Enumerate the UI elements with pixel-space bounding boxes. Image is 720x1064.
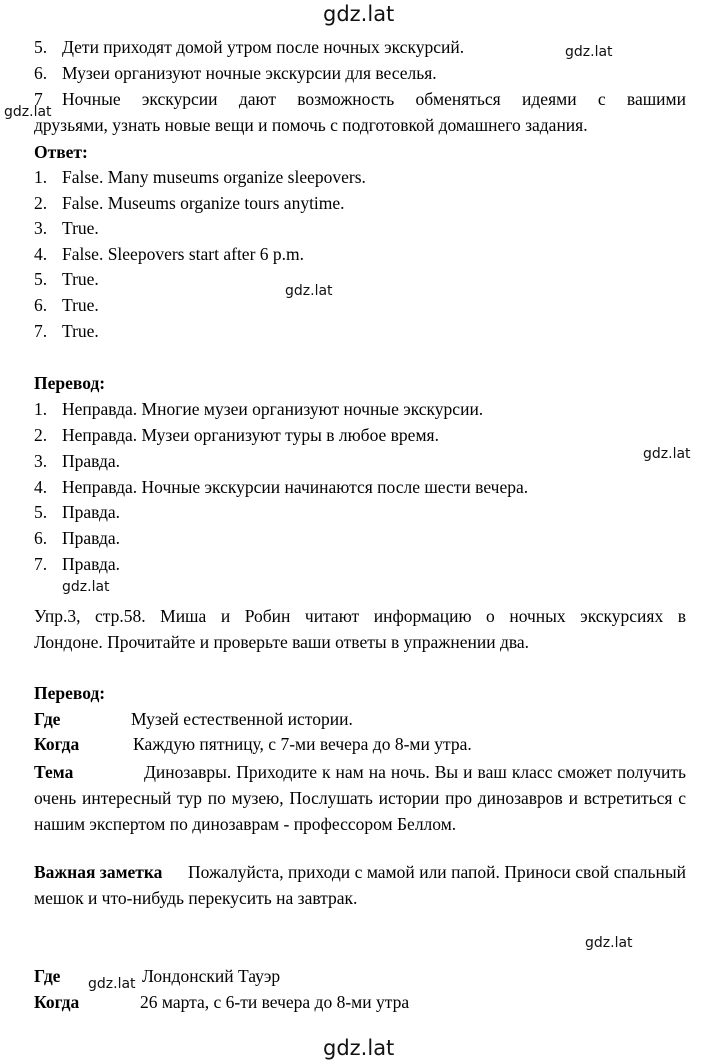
- translation-item: [34, 398, 483, 420]
- item-number: 5.: [34, 502, 48, 522]
- question-item: [34, 88, 686, 110]
- item-text: Музеи организуют ночные экскурсии для веселья.: [62, 63, 437, 83]
- translation-item: [34, 501, 120, 523]
- translation-item: [34, 553, 120, 575]
- question-continuation: друзьями, узнать новые вещи и помочь с подготовкой домашнего задания.: [34, 115, 588, 135]
- note-value: Пожалуйста, приходи с мамой или папой. Приноси свой спальный мешок и что-нибудь перекусить на завтрак.: [34, 862, 686, 908]
- item-text: True.: [62, 218, 99, 238]
- translation-item: [34, 476, 528, 498]
- entry1-topic: [34, 759, 686, 837]
- answer-item: [34, 320, 99, 342]
- entry1-where: [34, 708, 353, 730]
- where-value: Музей естественной истории.: [131, 709, 353, 729]
- item-text: Правда.: [62, 502, 121, 522]
- item-number: 3.: [34, 451, 48, 471]
- item-number: 2.: [34, 425, 48, 445]
- when-label: Когда: [34, 992, 80, 1012]
- translation-item: [34, 450, 120, 472]
- item-text: Неправда. Ночные экскурсии начинаются после шести вечера.: [62, 477, 529, 497]
- exercise-line-1: Упр.3, стр.58. Миша и Робин читают информацию о ночных экскурсиях в: [34, 606, 686, 626]
- item-number: 7.: [34, 554, 48, 574]
- item-number: 4.: [34, 244, 48, 264]
- item-number: 5.: [34, 37, 48, 57]
- entry2-where: [34, 965, 280, 987]
- topic-value: Динозавры. Приходите к нам на ночь. Вы и ваш класс сможет получить очень интересный тур по музею, Послушать истории про динозавров и встретиться с нашим экспертом по динозаврам - профессором Беллом.: [34, 762, 686, 834]
- where-label: Где: [34, 709, 61, 729]
- watermark: gdz.lat: [88, 976, 136, 992]
- topic-label: Тема: [34, 762, 74, 782]
- item-text: Неправда. Многие музеи организуют ночные экскурсии.: [62, 399, 484, 419]
- item-text: Дети приходят домой утром после ночных экскурсий.: [62, 37, 465, 57]
- answer-item: [34, 268, 99, 290]
- when-label: Когда: [34, 734, 80, 754]
- item-number: 4.: [34, 477, 48, 497]
- answer-item: [34, 192, 345, 214]
- answer-heading: Ответ:: [34, 142, 88, 162]
- item-text: Правда.: [62, 554, 121, 574]
- entry1-when: [34, 733, 472, 755]
- where-label: Где: [34, 966, 61, 986]
- item-text: Неправда. Музеи организуют туры в любое время.: [62, 425, 439, 445]
- answer-item: [34, 294, 99, 316]
- watermark: gdz.lat: [643, 446, 691, 462]
- item-text: False. Many museums organize sleepovers.: [62, 167, 366, 187]
- item-text: True.: [62, 321, 99, 341]
- item-text: True.: [62, 295, 99, 315]
- watermark-bottom: gdz.lat: [323, 1036, 395, 1060]
- when-value: 26 марта, с 6-ти вечера до 8-ми утра: [140, 992, 410, 1012]
- exercise-line-2: Лондоне. Прочитайте и проверьте ваши ответы в упражнении два.: [34, 632, 530, 652]
- answer-item: [34, 243, 304, 265]
- item-text: Правда.: [62, 451, 121, 471]
- item-text: Ночные экскурсии дают возможность обменяться идеями с вашими: [62, 89, 686, 109]
- translation-item: [34, 527, 120, 549]
- answer-item: [34, 217, 99, 239]
- item-number: 1.: [34, 399, 48, 419]
- item-number: 7.: [34, 321, 48, 341]
- item-text: True.: [62, 269, 99, 289]
- watermark: gdz.lat: [565, 44, 613, 60]
- question-item: [34, 36, 464, 58]
- item-number: 5.: [34, 269, 48, 289]
- item-number: 6.: [34, 528, 48, 548]
- entry2-when: [34, 991, 409, 1013]
- item-text: False. Sleepovers start after 6 p.m.: [62, 244, 305, 264]
- watermark: gdz.lat: [285, 283, 333, 299]
- translation2-heading: Перевод:: [34, 683, 106, 703]
- item-number: 6.: [34, 295, 48, 315]
- item-text: False. Museums organize tours anytime.: [62, 193, 345, 213]
- translation-heading: Перевод:: [34, 373, 106, 393]
- watermark-top: gdz.lat: [323, 2, 395, 26]
- item-number: 3.: [34, 218, 48, 238]
- answer-item: [34, 166, 366, 188]
- item-number: 2.: [34, 193, 48, 213]
- item-number: 6.: [34, 63, 48, 83]
- note-label: Важная заметка: [34, 862, 163, 882]
- item-number: 1.: [34, 167, 48, 187]
- item-text: Правда.: [62, 528, 121, 548]
- watermark: gdz.lat: [4, 104, 52, 120]
- translation-item: [34, 424, 439, 446]
- watermark: gdz.lat: [62, 579, 110, 595]
- where-value: Лондонский Тауэр: [142, 966, 281, 986]
- when-value: Каждую пятницу, с 7-ми вечера до 8-ми утра.: [133, 734, 472, 754]
- entry1-note: [34, 859, 686, 911]
- watermark: gdz.lat: [585, 935, 633, 951]
- item-number: 7: [34, 89, 43, 109]
- question-item: [34, 62, 437, 84]
